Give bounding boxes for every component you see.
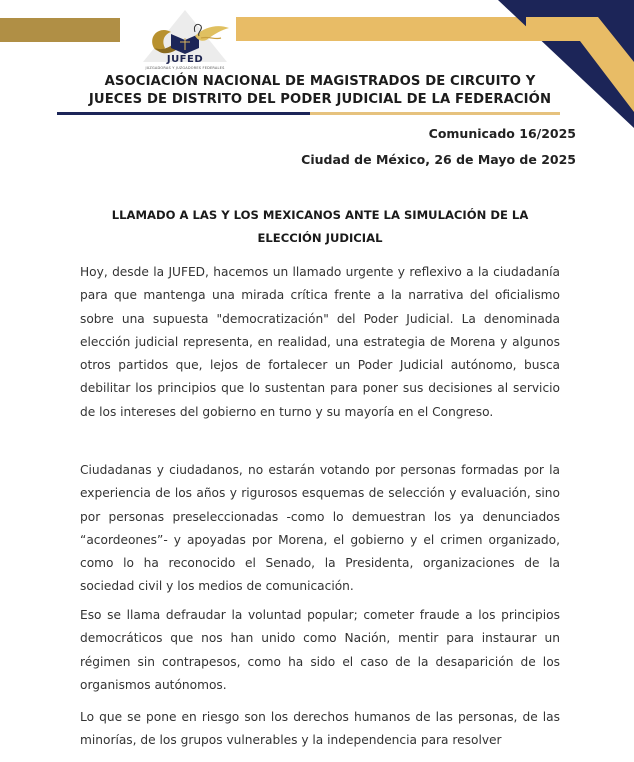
- paragraph-1: Hoy, desde la JUFED, hacemos un llamado urgente y reflexivo a la ciudadanía para que mantenga una mirada crítica frente a la narrativa del oficialismo sobre una supuesta "democratización" del Poder Judicial. La denominada elección judicial representa, en realidad, una estrategia de Morena y algunos otros partidos que, lejos de fortalecer un Poder Judicial autónomo, busca debilitar los principios que lo sustentan para poner sus decisiones al servicio de los intereses del gobierno en turno y su mayoría en el Congreso.: [80, 265, 560, 419]
- letterhead: [0, 0, 634, 130]
- paragraph-4: Lo que se pone en riesgo son los derechos humanos de las personas, de las minorías, de los grupos vulnerables y la independencia para resolver: [80, 710, 560, 748]
- divider-navy: [57, 112, 310, 115]
- decorative-corner-chevron: [470, 0, 634, 130]
- logo-name: JUFED: [166, 54, 204, 65]
- paragraph-2: Ciudadanas y ciudadanos, no estarán votando por personas formadas por la experiencia de los años y rigurosos esquemas de selección y evaluación, sino por personas preseleccionadas -como lo demuestran los ya denunciados “acordeones”- y apoyadas por Morena, el gobierno y el crimen organizado, como lo ha reconocido el Senado, la Presidenta, organizaciones de la sociedad civil y los medios de comunicación.: [80, 463, 560, 594]
- document-title: LLAMADO A LAS Y LOS MEXICANOS ANTE LA SIMULACIÓN DE LA ELECCIÓN JUDICIAL: [111, 208, 529, 245]
- decorative-gold-bar-left: [0, 18, 120, 42]
- organization-title-line-2: JUECES DE DISTRITO DEL PODER JUDICIAL DE LA FEDERACIÓN: [88, 92, 552, 107]
- logo-subtitle: JUZGADORAS Y JUZGADORES FEDERALES: [145, 66, 225, 70]
- comunicado-number: Comunicado 16/2025: [428, 126, 576, 141]
- organization-title: [40, 73, 600, 109]
- divider-gold: [310, 112, 560, 115]
- place-and-date: Ciudad de México, 26 de Mayo de 2025: [301, 152, 576, 167]
- paragraph-3: Eso se llama defraudar la voluntad popular; cometer fraude a los principios democráticos que nos han unido como Nación, mentir para instaurar un régimen sin contrapesos, como ha sido el caso de la desaparición de los organismos autónomos.: [80, 608, 560, 692]
- organization-title-line-1: ASOCIACIÓN NACIONAL DE MAGISTRADOS DE CIRCUITO Y: [104, 74, 536, 89]
- jufed-logo: [135, 8, 235, 74]
